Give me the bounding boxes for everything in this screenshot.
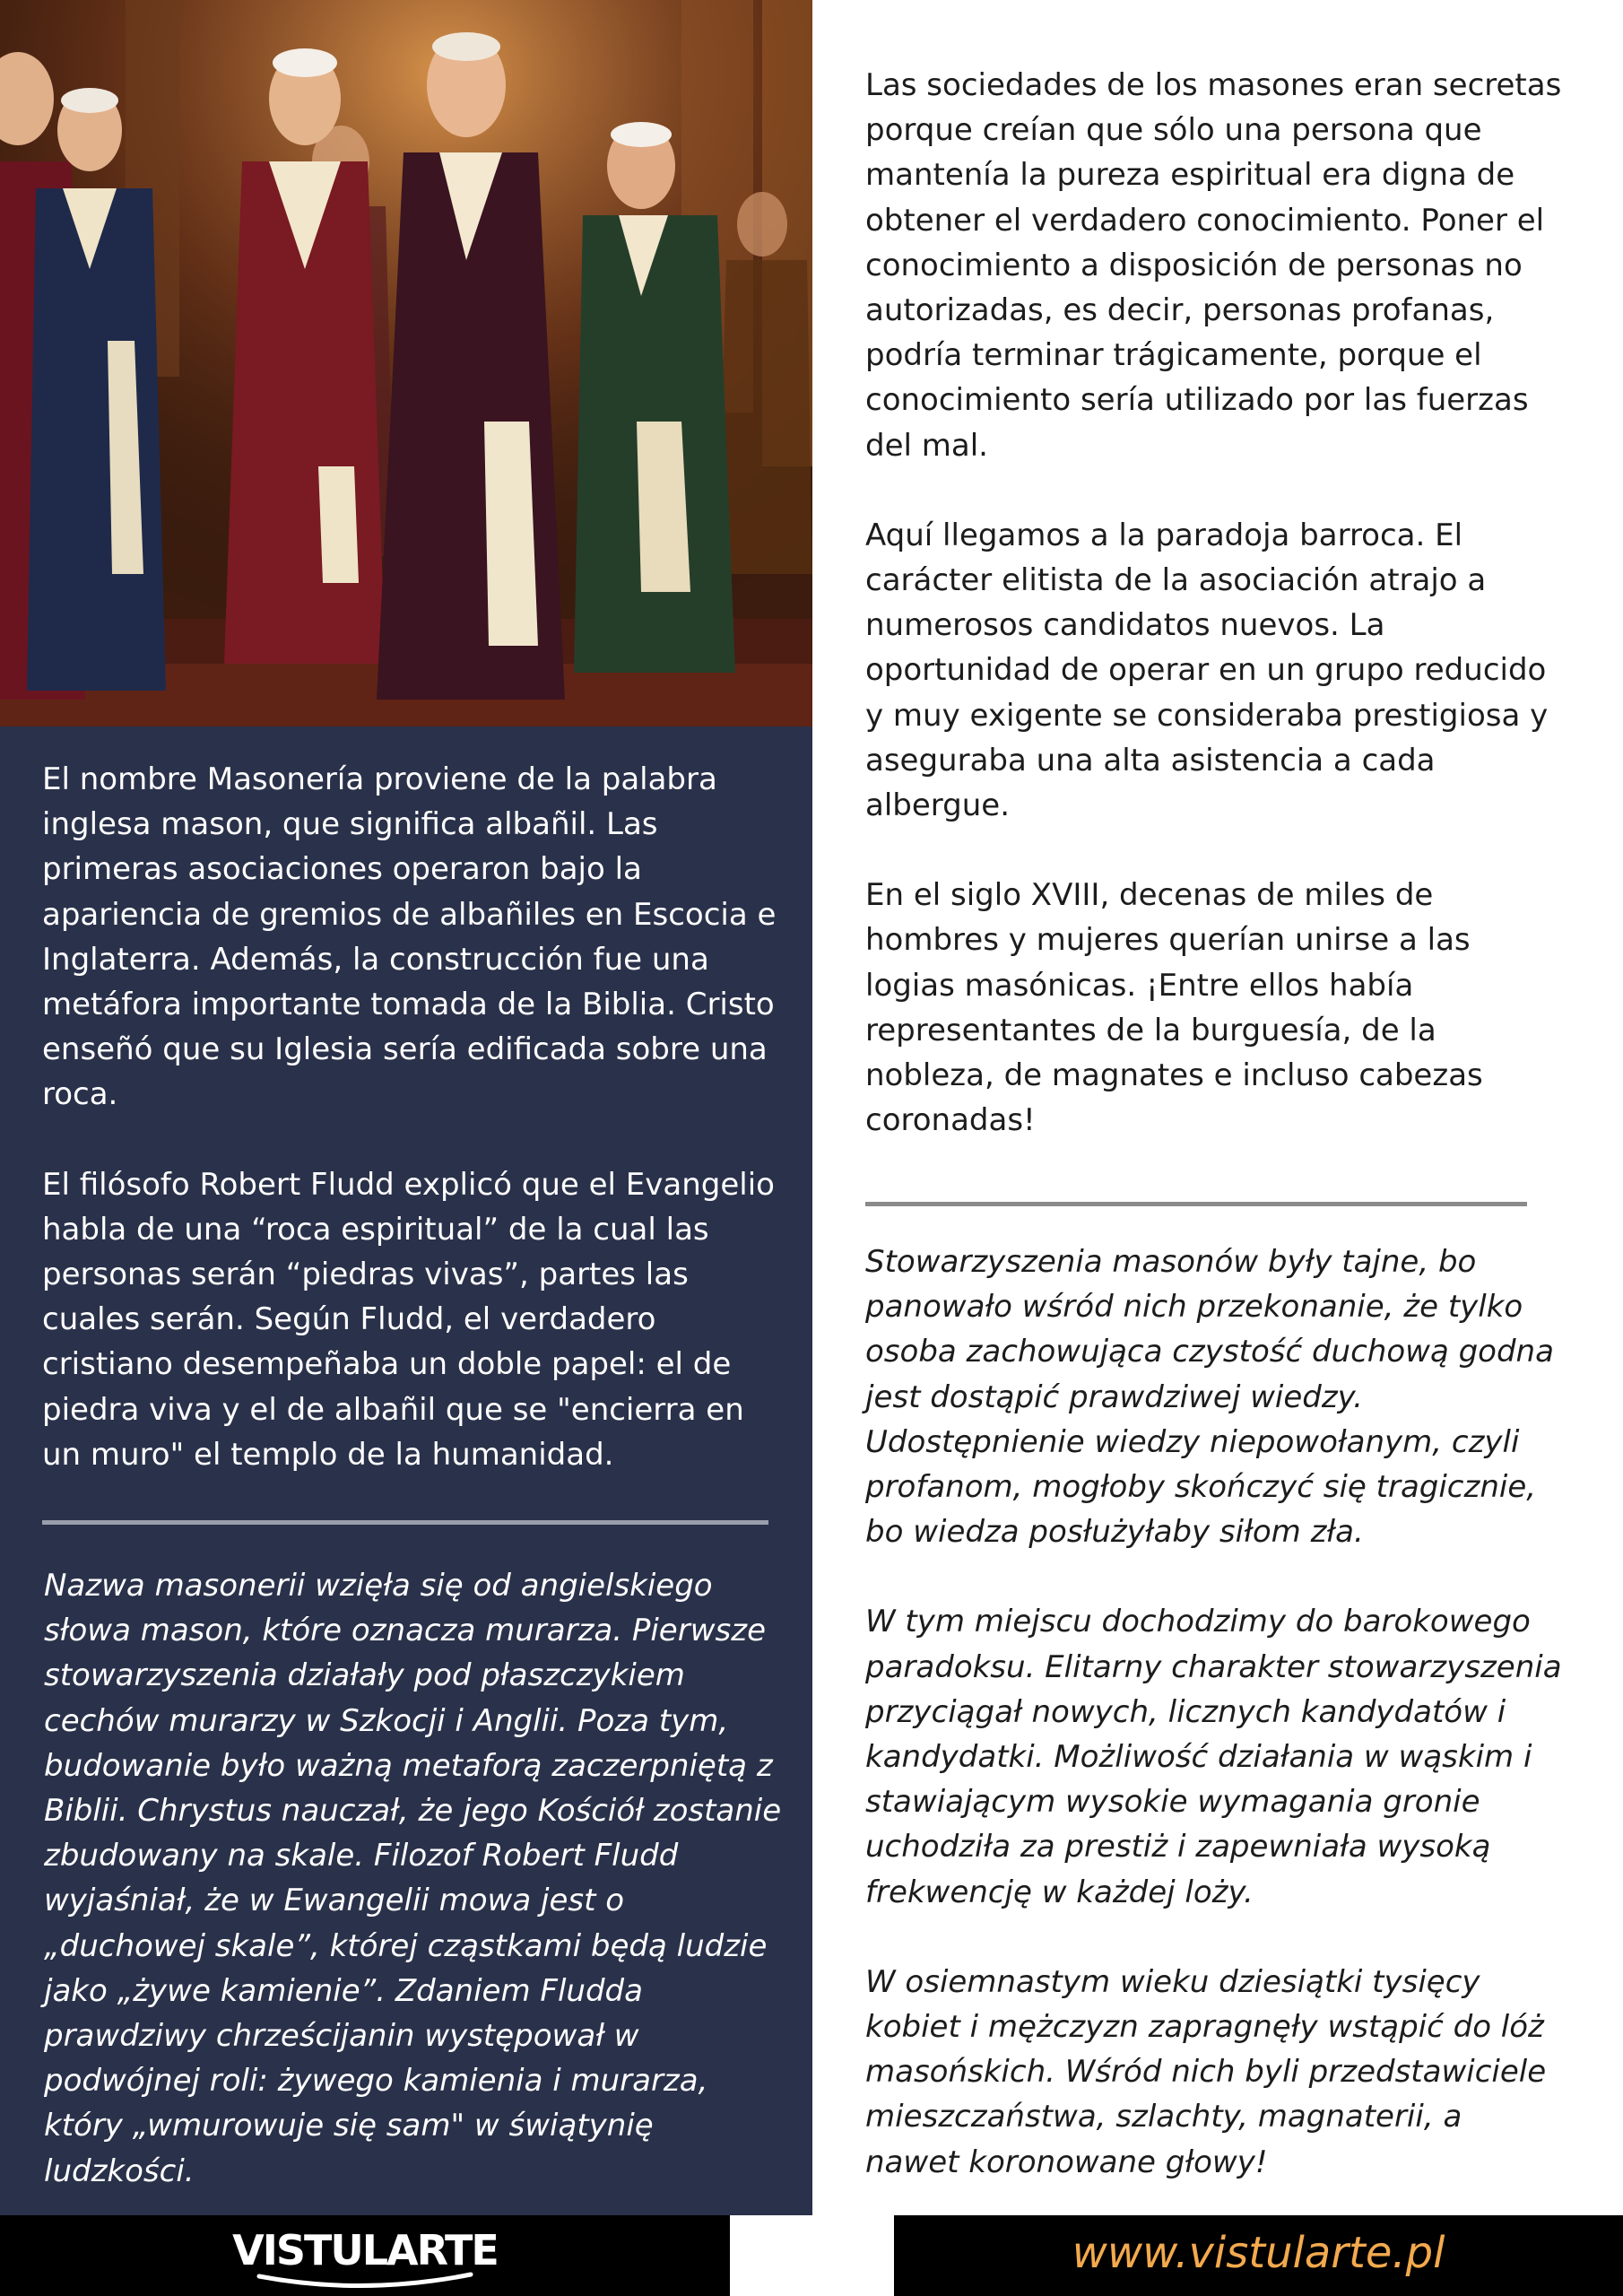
freemasons-illustration [0, 0, 812, 726]
freemasons-photo [0, 0, 812, 726]
right-es-paragraph-1: Las sociedades de los masones eran secretas porque creían que sólo una persona que mantenía la pureza espiritual era digna de obtener el verdadero conocimiento. Poner el conocimiento a disposición de personas no autorizadas, es decir, personas profanas, podría terminar trágicamente, porque el conocimiento sería utilizado por las fuerzas del mal. [865, 67, 1562, 464]
logo-wave-icon [256, 2271, 474, 2289]
website-link[interactable]: www.vistularte.pl [1072, 2228, 1445, 2278]
right-pl-paragraph-3: W osiemnastym wieku dziesiątki tysięcy kobiet i mężczyzn zapragnęły wstąpić do lóż masońskich. Wśród nich byli przedstawiciele mieszczaństwa, szlachty, magnaterii, a nawet koronowane głowy! [865, 1963, 1547, 2180]
left-es-paragraph-2: El filósofo Robert Fludd explicó que el Evangelio habla de una “roca espiritual” de la cual las personas serán “piedras vivas”, partes las cuales serán. Según Fludd, el verdadero cristiano desempeñaba un doble papel: el de piedra viva y el de albañil que se "encierra en un muro" el templo de la humanidad. [42, 1166, 775, 1473]
footer-url-bar[interactable] [894, 2215, 1623, 2296]
left-polish-text [44, 1563, 788, 2194]
right-pl-paragraph-1: Stowarzyszenia masonów były tajne, bo panowało wśród nich przekonanie, że tylko osoba zachowująca czystość duchową godna jest dostąpić prawdziwej wiedzy. Udostępnienie wiedzy niepowołanym, czyli profanom, mogłoby skończyć się tragicznie, bo wiedza posłużyłaby siłom zła. [865, 1244, 1554, 1551]
left-divider [42, 1520, 768, 1525]
left-es-paragraph-1: El nombre Masonería proviene de la palabra inglesa mason, que significa albañil. Las primeras asociaciones operaron bajo la apariencia de gremios de albañiles en Escocia e Inglaterra. Además, la construcción fue una metáfora importante tomada de la Biblia. Cristo enseñó que su Iglesia sería edificada sobre una roca. [42, 761, 777, 1113]
right-es-paragraph-2: Aquí llegamos a la paradoja barroca. El carácter elitista de la asociación atrajo a numerosos candidatos nuevos. La oportunidad de operar en un grupo reducido y muy exigente se consideraba prestigiosa y aseguraba una alta asistencia a cada albergue. [865, 517, 1549, 824]
right-spanish-text [865, 63, 1565, 1143]
footer-logo-bar [0, 2215, 730, 2296]
left-pl-paragraph-1: Nazwa masonerii wzięła się od angielskiego słowa mason, które oznacza murarza. Pierwsze stowarzyszenia działały pod płaszczykiem cechów murarzy w Szkocji i Anglii. Poza tym, budowanie było ważną metaforą zaczerpniętą z Biblii. Chrystus nauczał, że jego Kościół zostanie zbudowany na skale. Filozof Robert Fludd wyjaśniał, że w Ewangelii mowa jest o „duchowej skale”, której cząstkami będą ludzie jako „żywe kamienie”. Zdaniem Fludda prawdziwy chrześcijanin występował w podwójnej roli: żywego kamienia i murarza, który „wmurowuje się sam" w świątynię ludzkości. [44, 1568, 782, 2189]
right-polish-text [865, 1239, 1565, 2185]
right-es-paragraph-3: En el siglo XVIII, decenas de miles de hombres y mujeres querían unirse a las logias masónicas. ¡Entre ellos había representantes de la burguesía, de la nobleza, de magnates e incluso cabezas coronadas! [865, 877, 1483, 1139]
right-pl-paragraph-2: W tym miejscu dochodzimy do barokowego paradoksu. Elitarny charakter stowarzyszenia przyciągał nowych, licznych kandydatów i kandydatki. Możliwość działania w wąskim i stawiającym wysokie wymagania gronie uchodziła za prestiż i zapewniała wysoką frekwencję w każdej loży. [865, 1604, 1562, 1910]
vistularte-logo: VISTULARTE [232, 2226, 498, 2274]
left-spanish-text [42, 757, 786, 1477]
right-divider [865, 1202, 1527, 1206]
